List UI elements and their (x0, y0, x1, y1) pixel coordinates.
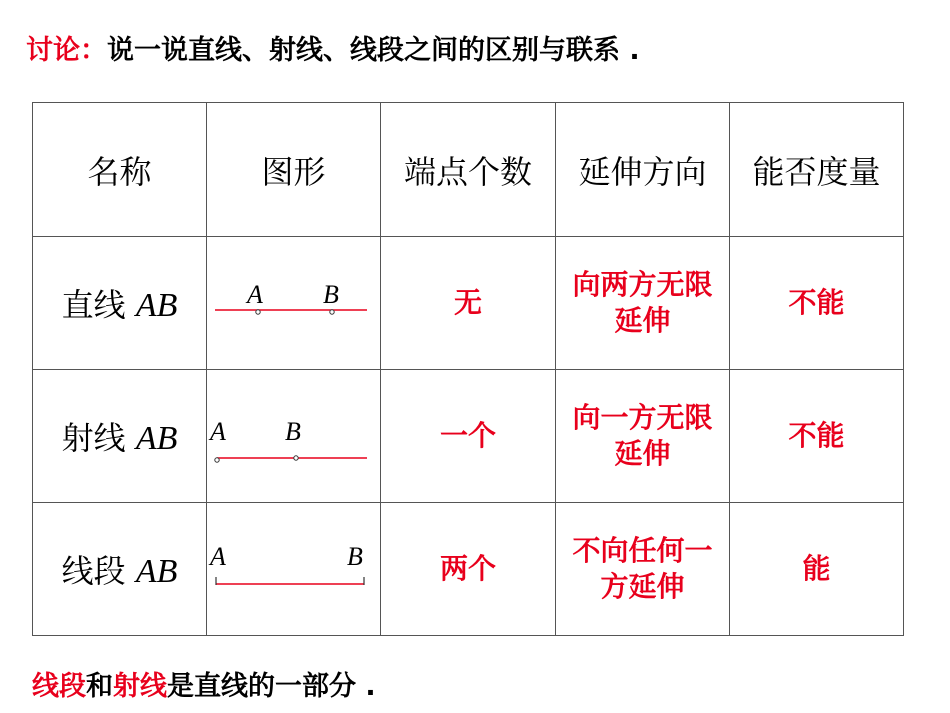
row-name-cell (33, 370, 207, 503)
header-figure: 图形 (207, 103, 381, 237)
table-row (33, 370, 904, 503)
label-a: A (210, 542, 226, 571)
conclusion-segment: 线段 (32, 671, 86, 702)
row-name-cell (33, 237, 207, 370)
point-a (256, 310, 260, 314)
endpoints-cell (381, 503, 556, 636)
label-a: A (247, 280, 263, 309)
ray-figure-cell (207, 370, 381, 503)
table-header-row (33, 103, 904, 237)
comparison-table (32, 102, 904, 636)
label-b: B (285, 417, 301, 446)
measurable-cell (730, 503, 904, 636)
table-row (33, 237, 904, 370)
conclusion-ray: 射线 (113, 671, 167, 702)
endpoints-cell (381, 237, 556, 370)
discussion-title (26, 28, 640, 67)
header-endpoints: 端点个数 (381, 103, 556, 237)
direction-line-1: 向两方无限 (572, 268, 713, 301)
row-name-suffix: AB (135, 420, 178, 457)
measurable-value: 不能 (788, 419, 845, 452)
row-name: 线段 (61, 552, 126, 590)
direction-line-2: 方延伸 (600, 570, 685, 603)
endpoints-cell (381, 370, 556, 503)
line-figure-cell (207, 237, 381, 370)
label-b: B (323, 280, 339, 309)
label-b: B (347, 542, 363, 571)
segment-figure-cell (207, 503, 381, 636)
row-name-suffix: AB (135, 287, 178, 324)
direction-cell (556, 503, 730, 636)
line-figure (207, 237, 381, 370)
endpoints-value: 两个 (439, 552, 496, 585)
point-b (330, 310, 334, 314)
measurable-cell (730, 370, 904, 503)
endpoints-value: 无 (453, 286, 482, 319)
conclusion-and: 和 (86, 671, 113, 702)
point-b (294, 456, 298, 460)
label-a: A (210, 417, 226, 446)
discussion-prefix: 讨论： (26, 35, 107, 66)
row-name: 直线 (61, 286, 126, 324)
measurable-value: 不能 (788, 286, 845, 319)
direction-line-1: 向一方无限 (572, 401, 713, 434)
conclusion-text (32, 664, 376, 703)
discussion-question: 说一说直线、射线、线段之间的区别与联系 . (107, 35, 640, 66)
direction-cell (556, 237, 730, 370)
direction-line-2: 延伸 (614, 437, 671, 470)
table-row (33, 503, 904, 636)
endpoints-value: 一个 (439, 419, 496, 452)
ray-figure (207, 370, 381, 503)
row-name-suffix: AB (135, 553, 178, 590)
direction-cell (556, 370, 730, 503)
header-measurable: 能否度量 (730, 103, 904, 237)
row-name-cell (33, 503, 207, 636)
point-a (215, 458, 219, 462)
conclusion-rest: 是直线的一部分 . (167, 671, 376, 702)
direction-line-1: 不向任何一 (572, 534, 713, 567)
header-name: 名称 (33, 103, 207, 237)
row-name: 射线 (61, 419, 126, 457)
direction-line-2: 延伸 (614, 304, 671, 337)
measurable-value: 能 (802, 552, 831, 585)
measurable-cell (730, 237, 904, 370)
header-direction: 延伸方向 (556, 103, 730, 237)
segment-figure (207, 503, 381, 636)
